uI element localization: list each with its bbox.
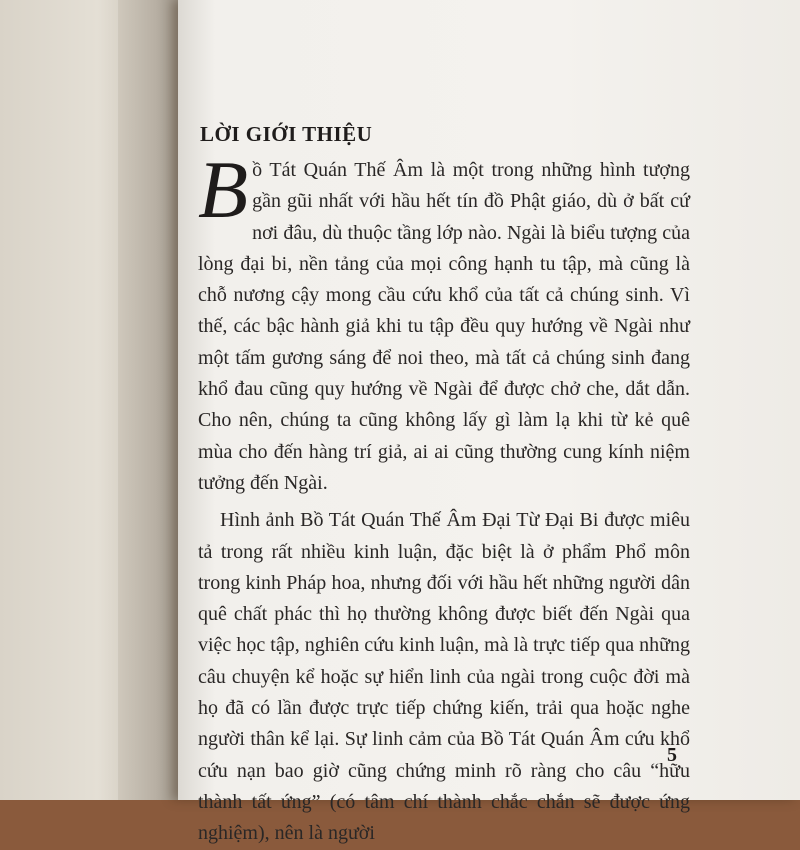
paragraph-2: Hình ảnh Bồ Tát Quán Thế Âm Đại Từ Đại Bi được miêu tả trong rất nhiều kinh luận, đặc biệt là ở phẩm Phổ môn trong kinh Pháp hoa, nhưng đối với hầu hết những người dân quê chất phác thì họ thường không được biết đến Ngài qua việc học tập, nghiên cứu kinh luận, mà là trực tiếp qua những câu chuyện kể hoặc sự hiển linh của ngài trong cuộc đời mà họ đã có lần được trực tiếp chứng kiến, trải qua hoặc nghe người thân kể lại. Sự linh cảm của Bồ Tát Quán Âm cứu khổ cứu nạn bao giờ cũng chứng minh rõ ràng cho câu “hữu thành tất ứng” (có tâm chí thành chắc chắn sẽ được ứng nghiệm), nên là người (198, 509, 690, 845)
paragraph-1 (198, 144, 690, 499)
section-heading: LỜI GIỚI THIỆU (200, 122, 373, 146)
page-number: 5 (667, 744, 677, 766)
page-content (198, 122, 690, 850)
paragraph-1-text: ồ Tát Quán Thế Âm là một trong những hình tượng gần gũi nhất với hầu hết tín đồ Phật giáo, dù ở bất cứ nơi đâu, dù thuộc tầng lớp nào. Ngài là biểu tượng của lòng đại bi, nền tảng của mọi công hạnh tu tập, mà cũng là chỗ nương cậy mong cầu cứu khổ của tất cả chúng sinh. Vì thế, các bậc hành giả khi tu tập đều quy hướng về Ngài như một tấm gương sáng để noi theo, mà tất cả chúng sinh đang khổ đau cũng quy hướng về Ngài để được chở che, dắt dẫn. Cho nên, chúng ta cũng không lấy gì làm lạ khi từ kẻ quê mùa cho đến hàng trí giả, ai ai cũng thường cung kính niệm tưởng đến Ngài. (198, 159, 690, 494)
book-spine-fold (118, 0, 180, 800)
drop-cap: B (198, 144, 249, 235)
